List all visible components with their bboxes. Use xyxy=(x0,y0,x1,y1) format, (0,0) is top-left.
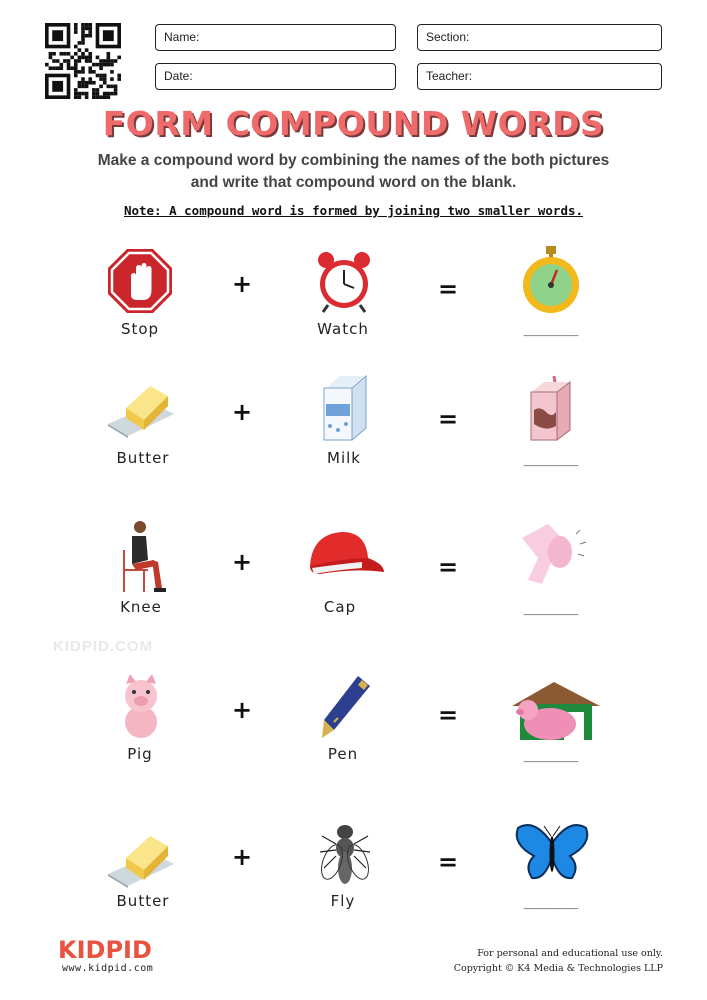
word-first: Knee xyxy=(120,598,162,616)
baseball-cap-icon xyxy=(306,528,386,582)
fountain-pen-icon xyxy=(318,674,372,740)
page-title: FORM COMPOUND WORDS xyxy=(102,104,605,143)
kidpid-logo xyxy=(58,934,158,964)
word-second: Pen xyxy=(327,745,359,763)
stop-sign-icon xyxy=(107,248,173,314)
stopwatch-icon xyxy=(522,246,580,314)
buttermilk-carton-icon xyxy=(528,376,574,442)
plus-sign: + xyxy=(232,398,253,426)
word-second: Watch xyxy=(317,320,369,338)
word-second: Cap xyxy=(323,598,357,616)
name-field[interactable] xyxy=(155,24,396,51)
word-first: Butter xyxy=(116,449,170,467)
word-second: Milk xyxy=(327,449,361,467)
equals-sign: = xyxy=(438,405,459,433)
usage-notice: For personal and educational use only. xyxy=(477,948,663,959)
teacher-field[interactable] xyxy=(417,63,662,90)
pigpen-icon xyxy=(508,680,602,742)
date-label: Date: xyxy=(164,69,193,83)
section-label: Section: xyxy=(426,30,470,44)
answer-blank[interactable]: _______ xyxy=(523,452,579,467)
answer-blank[interactable]: _______ xyxy=(523,748,579,763)
section-field[interactable] xyxy=(417,24,662,51)
teacher-label: Teacher: xyxy=(426,69,473,83)
instructions-line-1: Make a compound word by combining the names of the both pictures xyxy=(97,152,610,169)
plus-sign: + xyxy=(232,548,253,576)
note: Note: A compound word is formed by joining two smaller words. xyxy=(123,203,584,218)
instructions-line-2: and write that compound word on the blank. xyxy=(190,174,517,191)
plus-sign: + xyxy=(232,270,253,298)
word-first: Stop xyxy=(120,320,160,338)
equals-sign: = xyxy=(438,553,459,581)
milk-carton-icon xyxy=(320,374,368,442)
copyright-notice: Copyright © K4 Media & Technologies LLP xyxy=(453,963,663,974)
plus-sign: + xyxy=(232,843,253,871)
word-first: Butter xyxy=(116,892,170,910)
watermark: KIDPID.COM xyxy=(53,638,153,655)
butter-icon xyxy=(106,830,176,888)
word-first: Pig xyxy=(127,745,153,763)
date-field[interactable] xyxy=(155,63,396,90)
instructions xyxy=(60,150,647,194)
housefly-icon xyxy=(318,822,372,890)
logo-text: KIDPID xyxy=(58,936,152,964)
butterfly-icon xyxy=(514,822,590,886)
equals-sign: = xyxy=(438,848,459,876)
answer-blank[interactable]: _______ xyxy=(523,895,579,910)
butter-icon xyxy=(106,380,176,438)
website-url[interactable]: www.kidpid.com xyxy=(62,963,154,974)
seated-woman-icon xyxy=(118,520,168,594)
plus-sign: + xyxy=(232,696,253,724)
piglet-icon xyxy=(118,674,164,740)
alarm-clock-icon xyxy=(316,250,372,314)
qr-code xyxy=(44,23,122,99)
word-second: Fly xyxy=(330,892,356,910)
kneecap-icon xyxy=(520,520,590,586)
answer-blank[interactable]: _______ xyxy=(523,322,579,337)
name-label: Name: xyxy=(164,30,200,44)
answer-blank[interactable]: _______ xyxy=(523,601,579,616)
equals-sign: = xyxy=(438,275,459,303)
equals-sign: = xyxy=(438,701,459,729)
